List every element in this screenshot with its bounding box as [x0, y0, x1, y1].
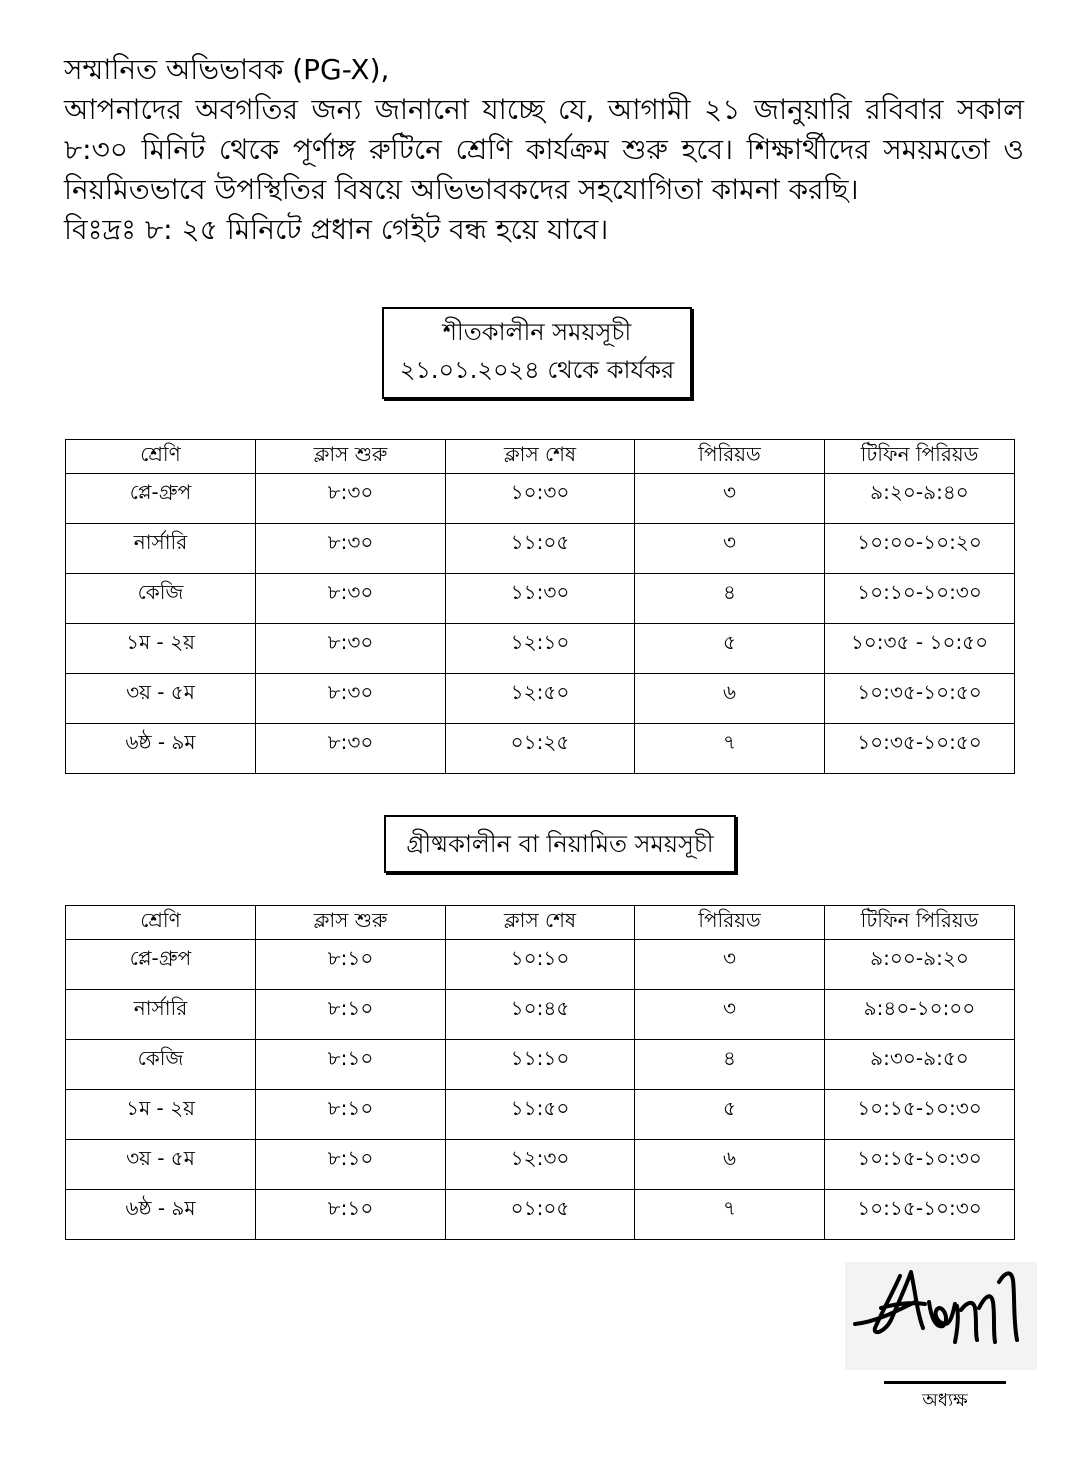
table-cell: ৭ — [635, 1190, 825, 1240]
table-cell: ৩ — [635, 474, 825, 524]
table-cell: ৯:২০-৯:৪০ — [825, 474, 1015, 524]
table-cell: ৯:৩০-৯:৫০ — [825, 1040, 1015, 1090]
table-cell: ৮:১০ — [256, 990, 446, 1040]
table-cell: ১০:১০-১০:৩০ — [825, 574, 1015, 624]
table-cell: ৮:১০ — [256, 1190, 446, 1240]
table-cell: ১০:৩৫-১০:৫০ — [825, 674, 1015, 724]
table-header-row — [66, 906, 1015, 940]
table-cell: ৯:০০-৯:২০ — [825, 940, 1015, 990]
table-cell: ১২:৫০ — [446, 674, 635, 724]
table-cell: ১০:৩০ — [446, 474, 635, 524]
notice-text — [64, 50, 1024, 250]
column-header: শ্রেণি — [66, 440, 256, 474]
table-cell: ১০:১৫-১০:৩০ — [825, 1140, 1015, 1190]
table-cell: কেজি — [66, 1040, 256, 1090]
table-row — [66, 990, 1015, 1040]
table-row — [66, 1090, 1015, 1140]
table-cell: ৮:১০ — [256, 940, 446, 990]
table-row — [66, 524, 1015, 574]
table-cell: ৬ — [635, 674, 825, 724]
table-cell: প্লে-গ্রুপ — [66, 474, 256, 524]
signature-line — [884, 1381, 1006, 1384]
table-cell: ৮:১০ — [256, 1090, 446, 1140]
signature-scribble — [845, 1262, 1037, 1370]
column-header: শ্রেণি — [66, 906, 256, 940]
table-row — [66, 724, 1015, 774]
table-cell: ৩ — [635, 990, 825, 1040]
summer-schedule-title: গ্রীষ্মকালীন বা নিয়ামিত সময়সূচী — [406, 830, 714, 858]
table-cell: ৪ — [635, 1040, 825, 1090]
table-row — [66, 574, 1015, 624]
table-cell: ৯:৪০-১০:০০ — [825, 990, 1015, 1040]
table-cell: ১ম - ২য় — [66, 1090, 256, 1140]
table-cell: ৫ — [635, 1090, 825, 1140]
table-row — [66, 1040, 1015, 1090]
table-cell: ১১:০৫ — [446, 524, 635, 574]
table-cell: ৮:৩০ — [256, 674, 446, 724]
column-header: পিরিয়ড — [635, 906, 825, 940]
table-cell: ৩য় - ৫ম — [66, 674, 256, 724]
table-row — [66, 674, 1015, 724]
salutation: সম্মানিত অভিভাবক (PG-X), — [64, 53, 390, 86]
notice-body: আপনাদের অবগতির জন্য জানানো যাচ্ছে যে, আগামী ২১ জানুয়ারি রবিবার সকাল ৮:৩০ মিনিট থেকে পূর্ণাঙ্গ রুটিনে শ্রেণি কার্যক্রম শুরু হবে। শিক্ষার্থীদের সময়মতো ও নিয়মিতভাবে উপস্থিতির বিষয়ে অভিভাবকদের সহযোগিতা কামনা করছি। — [64, 93, 1024, 206]
summer-schedule-title-box — [384, 815, 736, 873]
table-cell: ১১:৩০ — [446, 574, 635, 624]
table-cell: ০১:০৫ — [446, 1190, 635, 1240]
table-cell: ৩য় - ৫ম — [66, 1140, 256, 1190]
table-cell: নার্সারি — [66, 524, 256, 574]
table-cell: ৮:৩০ — [256, 574, 446, 624]
table-row — [66, 940, 1015, 990]
column-header: ক্লাস শুরু — [256, 906, 446, 940]
table-cell: ১১:৫০ — [446, 1090, 635, 1140]
table-cell: ১০:১৫-১০:৩০ — [825, 1190, 1015, 1240]
column-header: ক্লাস শেষ — [446, 440, 635, 474]
table-row — [66, 624, 1015, 674]
table-cell: ৮:৩০ — [256, 624, 446, 674]
table-header-row — [66, 440, 1015, 474]
column-header: ক্লাস শেষ — [446, 906, 635, 940]
table-cell: প্লে-গ্রুপ — [66, 940, 256, 990]
table-cell: ১ম - ২য় — [66, 624, 256, 674]
table-cell: ১০:৩৫ - ১০:৫০ — [825, 624, 1015, 674]
table-cell: ৬ — [635, 1140, 825, 1190]
table-row — [66, 474, 1015, 524]
column-header: টিফিন পিরিয়ড — [825, 440, 1015, 474]
column-header: ক্লাস শুরু — [256, 440, 446, 474]
table-row — [66, 1140, 1015, 1190]
table-cell: ৩ — [635, 940, 825, 990]
notice-note: বিঃদ্রঃ ৮: ২৫ মিনিটে প্রধান গেইট বন্ধ হয়ে যাবে। — [64, 213, 609, 246]
table-cell: ১১:১০ — [446, 1040, 635, 1090]
signature-title: অধ্যক্ষ — [922, 1390, 968, 1411]
winter-schedule-table — [65, 439, 1015, 774]
table-cell: ১০:৪৫ — [446, 990, 635, 1040]
table-cell: ১০:০০-১০:২০ — [825, 524, 1015, 574]
winter-schedule-title: শীতকালীন সময়সূচী — [442, 318, 632, 346]
summer-schedule-table — [65, 905, 1015, 1240]
table-cell: ০১:২৫ — [446, 724, 635, 774]
table-cell: ৮:১০ — [256, 1040, 446, 1090]
table-cell: ১০:১৫-১০:৩০ — [825, 1090, 1015, 1140]
table-cell: ৭ — [635, 724, 825, 774]
winter-schedule-effective-date: ২১.০১.২০২৪ থেকে কার্যকর — [399, 356, 675, 384]
table-cell: কেজি — [66, 574, 256, 624]
winter-schedule-title-box — [382, 307, 692, 399]
table-cell: ৬ষ্ঠ - ৯ম — [66, 1190, 256, 1240]
table-row — [66, 1190, 1015, 1240]
table-cell: ১০:১০ — [446, 940, 635, 990]
table-cell: ৪ — [635, 574, 825, 624]
table-cell: ৬ষ্ঠ - ৯ম — [66, 724, 256, 774]
table-cell: ১২:৩০ — [446, 1140, 635, 1190]
table-cell: ৩ — [635, 524, 825, 574]
table-cell: ৮:৩০ — [256, 724, 446, 774]
principal-signature — [845, 1262, 1037, 1370]
table-cell: ১২:১০ — [446, 624, 635, 674]
table-cell: ৮:১০ — [256, 1140, 446, 1190]
table-cell: ৮:৩০ — [256, 524, 446, 574]
table-cell: ৮:৩০ — [256, 474, 446, 524]
table-cell: নার্সারি — [66, 990, 256, 1040]
column-header: পিরিয়ড — [635, 440, 825, 474]
column-header: টিফিন পিরিয়ড — [825, 906, 1015, 940]
table-cell: ১০:৩৫-১০:৫০ — [825, 724, 1015, 774]
table-cell: ৫ — [635, 624, 825, 674]
